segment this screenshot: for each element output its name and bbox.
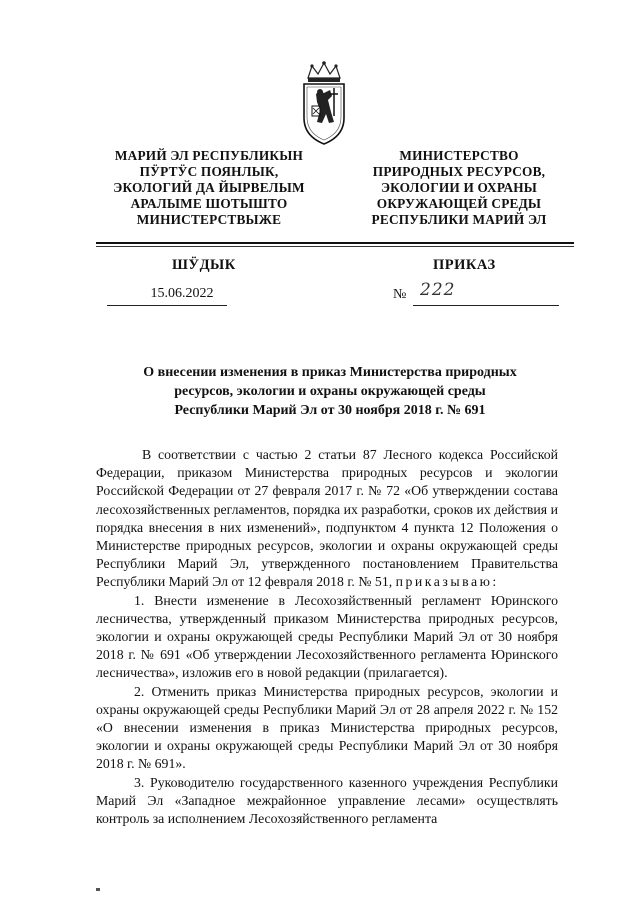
header-divider-thin — [96, 246, 574, 247]
order-item-2: 2. Отменить приказ Министерства природных ресурсов, экологии и охраны окружающей среды Республики Марий Эл от 28 апреля 2022 г. № 152 «О внесении изменения в приказ Министерства природных ресурсов, экологии и охраны окружающей среды Республики Марий Эл от 30 ноября 2018 г. № 691». — [96, 683, 558, 772]
header-left-line: МАРИЙ ЭЛ РЕСПУБЛИКЫН — [114, 148, 304, 163]
doc-type-russian: ПРИКАЗ — [433, 257, 496, 273]
header-divider-thick — [96, 242, 574, 244]
header-left-line: АРАЛЫМЕ ШОТЫШТО — [130, 196, 288, 211]
number-underline — [413, 305, 559, 306]
doc-title-line: О внесении изменения в приказ Министерства природных — [143, 365, 517, 380]
order-item-1: 1. Внести изменение в Лесохозяйственный регламент Юринского лесничества, утвержденный приказом Министерства природных ресурсов, экологии и охраны окружающей среды Республики Марий Эл от 30 ноября 2018 г. № 691 «Об утверждении Лесохозяйственного регламента Юринского лесничества», изложив его в новой редакции (прилагается). — [96, 592, 558, 681]
doc-number-handwritten: 222 — [420, 280, 456, 300]
doc-title-line: ресурсов, экологии и охраны окружающей среды — [174, 384, 486, 399]
preamble-text: В соответствии с частью 2 статьи 87 Лесного кодекса Российской Федерации, приказом Министерства природных ресурсов и экологии Российской Федерации от 27 февраля 2017 г. № 72 «Об утверждении состава лесохозяйственных регламентов, порядка их разработки, сроков их действия и порядка внесения в них изменений», подпунктом 4 пункта 12 Положения о Министерстве природных ресурсов, экологии и охраны окружающей среды Республики Марий Эл, утвержденного постановлением Правительства Республики Марий Эл от 12 февраля 2018 г. № 51, — [96, 447, 558, 590]
header-left-mari — [98, 148, 320, 228]
date-underline — [107, 305, 227, 306]
doc-type-mari: ШӰДЫК — [172, 257, 236, 273]
order-item-3: 3. Руководителю государственного казенного учреждения Республики Марий Эл «Западное межрайонное управление лесами» осуществлять контроль за исполнением Лесохозяйственного регламента — [96, 774, 558, 827]
header-left-line: ЭКОЛОГИЙ ДА ЙЫРВЕЛЫМ — [113, 180, 305, 195]
header-left-line: МИНИСТЕРСТВЫЖЕ — [136, 212, 282, 227]
header-right-line: МИНИСТЕРСТВО — [399, 148, 519, 163]
doc-title — [120, 363, 540, 420]
preamble-paragraph — [96, 446, 558, 592]
coat-of-arms-icon — [298, 60, 350, 146]
scan-speck — [96, 888, 100, 891]
order-word: приказываю: — [395, 574, 499, 590]
header-right-line: ПРИРОДНЫХ РЕСУРСОВ, — [372, 164, 546, 179]
header-right-line: РЕСПУБЛИКИ МАРИЙ ЭЛ — [371, 212, 547, 227]
header-right-line: ОКРУЖАЮЩЕЙ СРЕДЫ — [376, 196, 542, 211]
header-right-russian — [352, 148, 566, 228]
number-sign: № — [393, 287, 407, 302]
doc-date: 15.06.2022 — [150, 286, 214, 301]
doc-title-line: Республики Марий Эл от 30 ноября 2018 г. № 691 — [174, 403, 486, 418]
header-left-line: ПӰРТӰС ПОЯНЛЫК, — [139, 164, 279, 179]
doc-body — [96, 446, 558, 828]
header-right-line: ЭКОЛОГИИ И ОХРАНЫ — [380, 180, 538, 195]
